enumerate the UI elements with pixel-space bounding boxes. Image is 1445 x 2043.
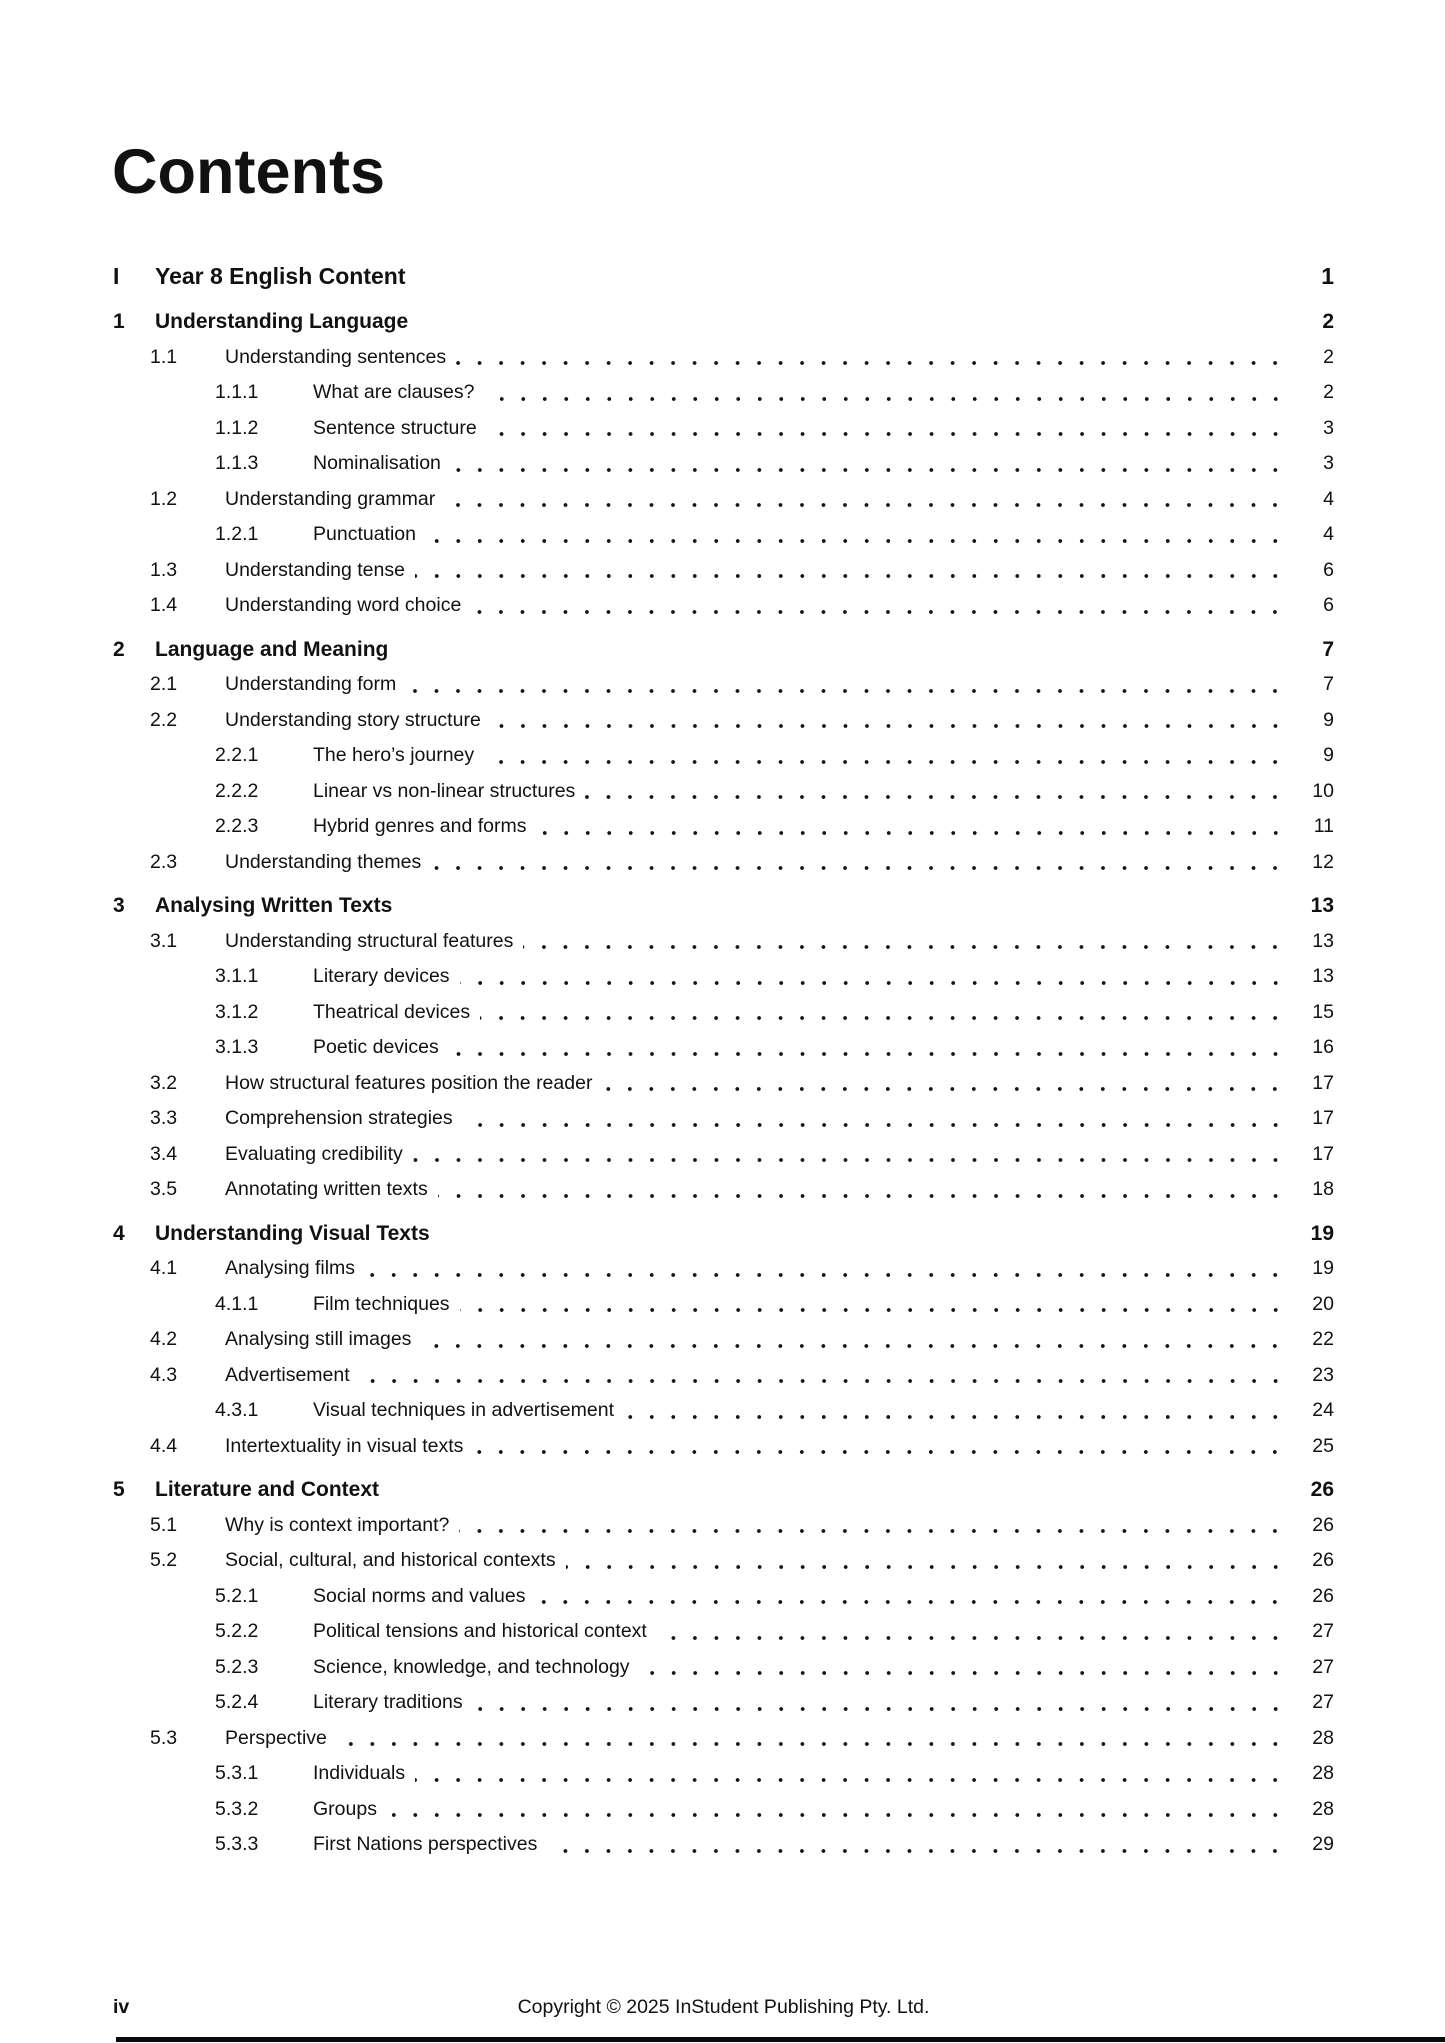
toc-entry-page: 25	[1312, 1434, 1334, 1457]
toc-entry-1.2.1[interactable]	[113, 517, 1334, 553]
toc-entry-1[interactable]	[113, 304, 1334, 340]
toc-entry-number: 1.1.2	[215, 416, 259, 439]
toc-entry-number: 5.3.3	[215, 1833, 259, 1855]
toc-entry-page: 29	[1312, 1833, 1334, 1855]
toc-entry-title: Understanding form	[225, 673, 397, 695]
toc-entry-3.1.3[interactable]	[113, 1030, 1334, 1066]
toc-entry-title: Evaluating credibility	[225, 1142, 403, 1165]
dot-leader	[473, 1685, 1290, 1721]
toc-entry-3.4[interactable]	[113, 1137, 1334, 1173]
toc-entry-title: Literary traditions	[313, 1691, 463, 1713]
toc-entry-page: 28	[1312, 1726, 1334, 1749]
toc-entry-number: 4.4	[150, 1434, 178, 1457]
toc-entry-title: How structural features position the reader	[225, 1071, 593, 1094]
toc-entry-number: 1.4	[150, 594, 178, 616]
toc-entry-number: 4.1.1	[215, 1292, 259, 1315]
toc-entry-title: Analysing still images	[225, 1328, 412, 1350]
dot-leader	[460, 1287, 1290, 1323]
dot-leader	[360, 1358, 1290, 1394]
dot-leader	[602, 1066, 1290, 1102]
toc-entry-5[interactable]	[113, 1472, 1334, 1508]
toc-entry-title: Individuals	[313, 1762, 406, 1784]
toc-entry-title: Understanding grammar	[225, 487, 436, 510]
toc-entry-page: 2	[1323, 345, 1334, 368]
dot-leader	[413, 1137, 1290, 1173]
toc-entry-page: 13	[1312, 965, 1334, 987]
toc-entry-title: Film techniques	[313, 1292, 450, 1315]
toc-entry-number: 1.1	[150, 345, 178, 368]
toc-entry-number: 5	[113, 1478, 125, 1501]
toc-entry-page: 18	[1312, 1178, 1334, 1200]
toc-entry-page: 26	[1312, 1584, 1334, 1607]
toc-entry-page: 26	[1310, 1478, 1334, 1501]
toc-entry-page: 26	[1312, 1549, 1334, 1571]
toc-entry-number: 5.3	[150, 1726, 178, 1749]
toc-entry-3.1.2[interactable]	[113, 995, 1334, 1031]
dot-leader	[487, 411, 1290, 447]
toc-entry-5.2.4[interactable]	[113, 1685, 1334, 1721]
toc-entry-title: Literature and Context	[155, 1478, 380, 1501]
toc-entry-number: 3.3	[150, 1107, 178, 1129]
toc-entry-number: 1.2	[150, 487, 178, 510]
toc-entry-2.3[interactable]	[113, 845, 1334, 881]
toc-entry-1.1.1[interactable]	[113, 375, 1334, 411]
toc-entry-title: Social, cultural, and historical contexts	[225, 1549, 556, 1571]
toc-entry-number: 4.3	[150, 1363, 178, 1386]
dot-leader	[445, 482, 1290, 518]
dot-leader	[426, 517, 1290, 553]
toc-entry-number: 4.2	[150, 1328, 178, 1350]
toc-entry-2.2.2[interactable]	[113, 774, 1334, 810]
toc-entry-number: 5.1	[150, 1513, 178, 1536]
toc-entry-4.1.1[interactable]	[113, 1287, 1334, 1323]
toc-entry-3.1[interactable]	[113, 924, 1334, 960]
toc-entry-page: 24	[1312, 1399, 1334, 1421]
toc-entry-title: Understanding themes	[225, 850, 422, 873]
toc-entry-number: 5.2.4	[215, 1691, 259, 1713]
toc-entry-page: 17	[1312, 1071, 1334, 1094]
dot-leader	[471, 588, 1290, 624]
toc-entry-title: Annotating written texts	[225, 1178, 428, 1200]
toc-entry-number: 1.3	[150, 558, 178, 581]
toc-entry-title: Perspective	[225, 1726, 327, 1749]
toc-entry-5.1[interactable]	[113, 1508, 1334, 1544]
toc-entry-number: 4	[113, 1221, 125, 1245]
toc-entry-page: 12	[1312, 850, 1334, 873]
dot-leader	[387, 1792, 1290, 1828]
toc-entry-page: 19	[1310, 1221, 1334, 1245]
toc-entry-title: Poetic devices	[313, 1036, 439, 1058]
page-footer	[113, 1995, 1334, 2019]
toc-entry-page: 6	[1323, 558, 1334, 581]
toc-entry-number: 1	[113, 310, 125, 333]
toc-entry-title: Science, knowledge, and technology	[313, 1655, 630, 1678]
toc-entry-title: Understanding tense	[225, 558, 405, 581]
toc-entry-page: 17	[1312, 1107, 1334, 1129]
toc-entry-4[interactable]	[113, 1216, 1334, 1252]
dot-leader	[449, 1030, 1290, 1066]
toc-entry-title: Linear vs non-linear structures	[313, 779, 576, 802]
toc-entry-title: Understanding word choice	[225, 594, 462, 616]
toc-entry-number: 2.1	[150, 673, 178, 695]
toc-entry-3[interactable]	[113, 888, 1334, 924]
dot-leader	[459, 1508, 1290, 1544]
dot-leader	[402, 888, 1290, 924]
toc-entry-page: 7	[1322, 637, 1334, 661]
toc-entry-1.1.2[interactable]	[113, 411, 1334, 447]
toc-entry-title: Understanding story structure	[225, 708, 481, 731]
toc-entry-page: 9	[1323, 708, 1334, 731]
toc-entry-page: 22	[1312, 1328, 1334, 1350]
toc-entry-3.3[interactable]	[113, 1101, 1334, 1137]
toc-entry-number: 3.1.3	[215, 1036, 259, 1058]
dot-leader	[456, 340, 1290, 376]
page-bottom-edge	[116, 2037, 1445, 2042]
toc-entry-page: 19	[1312, 1257, 1334, 1279]
toc-entry-title: Nominalisation	[313, 452, 441, 474]
toc-entry-2.1[interactable]	[113, 667, 1334, 703]
toc-entry-title: Sentence structure	[313, 416, 477, 439]
toc-entry-page: 4	[1323, 487, 1334, 510]
toc-entry-I[interactable]	[113, 256, 1334, 296]
toc-entry-1.1.3[interactable]	[113, 446, 1334, 482]
toc-entry-title: Analysing Written Texts	[155, 894, 393, 917]
toc-entry-page: 16	[1312, 1036, 1334, 1058]
toc-entry-title: Visual techniques in advertisement	[313, 1399, 614, 1421]
toc-entry-5.2.1[interactable]	[113, 1579, 1334, 1615]
toc-entry-page: 15	[1312, 1000, 1334, 1023]
toc-entry-page: 13	[1310, 894, 1334, 917]
toc-entry-number: I	[113, 263, 120, 289]
dot-leader	[415, 1756, 1290, 1792]
dot-leader	[547, 1827, 1290, 1863]
toc-entry-title: Intertextuality in visual texts	[225, 1434, 464, 1457]
toc-entry-4.2[interactable]	[113, 1322, 1334, 1358]
toc-entry-number: 1.2.1	[215, 523, 259, 545]
toc-entry-number: 3.4	[150, 1142, 178, 1165]
toc-entry-4.3.1[interactable]	[113, 1393, 1334, 1429]
toc-entry-number: 3	[113, 894, 125, 917]
dot-leader	[480, 995, 1290, 1031]
dot-leader	[431, 845, 1290, 881]
toc-entry-5.2[interactable]	[113, 1543, 1334, 1579]
toc-entry-number: 2.2	[150, 708, 178, 731]
toc-entry-page: 27	[1312, 1691, 1334, 1713]
dot-leader	[657, 1614, 1290, 1650]
toc-entry-number: 2.3	[150, 850, 178, 873]
toc-entry-page: 27	[1312, 1620, 1334, 1642]
dot-leader	[460, 959, 1290, 995]
dot-leader	[451, 446, 1290, 482]
dot-leader	[585, 774, 1290, 810]
toc-entry-page: 28	[1312, 1797, 1334, 1820]
dot-leader	[484, 738, 1290, 774]
toc-entry-5.2.2[interactable]	[113, 1614, 1334, 1650]
toc-entry-number: 1.1.1	[215, 381, 259, 403]
toc-entry-page: 3	[1323, 452, 1334, 474]
toc-entry-5.3[interactable]	[113, 1721, 1334, 1757]
toc-entry-title: Understanding Language	[155, 310, 409, 333]
toc-entry-number: 2	[113, 637, 125, 661]
toc-entry-page: 6	[1323, 594, 1334, 616]
toc-entry-3.5[interactable]	[113, 1172, 1334, 1208]
toc-entry-2.2.1[interactable]	[113, 738, 1334, 774]
toc-entry-page: 13	[1312, 929, 1334, 952]
toc-entry-3.1.1[interactable]	[113, 959, 1334, 995]
table-of-contents	[113, 256, 1334, 1863]
toc-entry-2.2[interactable]	[113, 703, 1334, 739]
toc-entry-number: 2.2.1	[215, 744, 259, 766]
toc-entry-title: Comprehension strategies	[225, 1107, 453, 1129]
toc-entry-number: 3.1.2	[215, 1000, 259, 1023]
toc-entry-title: Understanding Visual Texts	[155, 1221, 430, 1245]
toc-entry-title: Understanding structural features	[225, 929, 514, 952]
dot-leader	[438, 1172, 1290, 1208]
toc-entry-number: 5.3.1	[215, 1762, 259, 1784]
dot-leader	[398, 632, 1290, 668]
toc-entry-2.2.3[interactable]	[113, 809, 1334, 845]
toc-entry-3.2[interactable]	[113, 1066, 1334, 1102]
toc-entry-number: 2.2.3	[215, 815, 259, 837]
toc-entry-number: 3.1.1	[215, 965, 259, 987]
toc-entry-page: 23	[1312, 1363, 1334, 1386]
toc-entry-title: Groups	[313, 1797, 377, 1820]
toc-entry-number: 3.5	[150, 1178, 178, 1200]
toc-entry-title: Understanding sentences	[225, 345, 447, 368]
toc-entry-number: 5.2.1	[215, 1584, 259, 1607]
dot-leader	[406, 667, 1290, 703]
toc-entry-page: 27	[1312, 1655, 1334, 1678]
dot-leader	[421, 1322, 1290, 1358]
toc-entry-title: The hero’s journey	[313, 744, 475, 766]
toc-entry-title: Hybrid genres and forms	[313, 815, 527, 837]
toc-entry-title: Advertisement	[225, 1363, 350, 1386]
page-title: Contents	[112, 137, 385, 207]
toc-entry-title: Language and Meaning	[155, 637, 389, 661]
toc-entry-1.3[interactable]	[113, 553, 1334, 589]
dot-leader	[463, 1101, 1290, 1137]
dot-leader	[640, 1650, 1290, 1686]
copyright-text: Copyright © 2025 InStudent Publishing Pty. Ltd.	[517, 1996, 930, 2018]
dot-leader	[473, 1429, 1290, 1465]
toc-entry-number: 2.2.2	[215, 779, 259, 802]
toc-entry-title: Theatrical devices	[313, 1000, 471, 1023]
toc-entry-title: Punctuation	[313, 523, 416, 545]
dot-leader	[624, 1393, 1290, 1429]
dot-leader	[416, 256, 1291, 296]
dot-leader	[418, 304, 1290, 340]
toc-entry-4.4[interactable]	[113, 1429, 1334, 1465]
toc-entry-title: Literary devices	[313, 965, 450, 987]
toc-entry-title: Year 8 English Content	[155, 263, 406, 289]
dot-leader	[566, 1543, 1290, 1579]
dot-leader	[337, 1721, 1290, 1757]
dot-leader	[535, 1579, 1290, 1615]
toc-entry-title: Social norms and values	[313, 1584, 526, 1607]
toc-entry-number: 5.2.2	[215, 1620, 259, 1642]
toc-entry-title: Why is context important?	[225, 1513, 450, 1536]
dot-leader	[365, 1251, 1290, 1287]
dot-leader	[537, 809, 1290, 845]
toc-entry-page: 4	[1323, 523, 1334, 545]
toc-entry-number: 5.3.2	[215, 1797, 259, 1820]
toc-entry-page: 2	[1322, 310, 1334, 333]
toc-entry-number: 5.2.3	[215, 1655, 259, 1678]
dot-leader	[485, 375, 1291, 411]
toc-entry-number: 4.1	[150, 1257, 178, 1279]
toc-entry-number: 4.3.1	[215, 1399, 259, 1421]
dot-leader	[523, 924, 1290, 960]
toc-entry-page: 7	[1323, 673, 1334, 695]
dot-leader	[440, 1216, 1290, 1252]
toc-entry-page: 9	[1323, 744, 1334, 766]
toc-entry-title: Political tensions and historical context	[313, 1620, 647, 1642]
folio-page-number: iv	[113, 1996, 130, 2018]
toc-entry-title: What are clauses?	[313, 381, 475, 403]
toc-entry-title: First Nations perspectives	[313, 1833, 538, 1855]
toc-entry-title: Analysing films	[225, 1257, 356, 1279]
toc-entry-5.3.1[interactable]	[113, 1756, 1334, 1792]
toc-entry-4.1[interactable]	[113, 1251, 1334, 1287]
toc-entry-4.3[interactable]	[113, 1358, 1334, 1394]
toc-entry-page: 1	[1321, 263, 1334, 289]
toc-entry-page: 20	[1312, 1292, 1334, 1315]
toc-entry-page: 17	[1312, 1142, 1334, 1165]
toc-entry-2[interactable]	[113, 632, 1334, 668]
toc-entry-number: 3.2	[150, 1071, 178, 1094]
toc-entry-page: 3	[1323, 416, 1334, 439]
toc-entry-5.3.3[interactable]	[113, 1827, 1334, 1863]
toc-entry-1.4[interactable]	[113, 588, 1334, 624]
toc-entry-page: 28	[1312, 1762, 1334, 1784]
toc-entry-page: 2	[1323, 381, 1334, 403]
toc-entry-1.1[interactable]	[113, 340, 1334, 376]
toc-entry-page: 11	[1313, 815, 1334, 837]
toc-entry-number: 5.2	[150, 1549, 178, 1571]
toc-entry-5.3.2[interactable]	[113, 1792, 1334, 1828]
toc-entry-page: 10	[1312, 779, 1334, 802]
dot-leader	[389, 1472, 1290, 1508]
toc-entry-1.2[interactable]	[113, 482, 1334, 518]
toc-entry-number: 3.1	[150, 929, 178, 952]
toc-entry-page: 26	[1312, 1513, 1334, 1536]
dot-leader	[491, 703, 1290, 739]
toc-entry-5.2.3[interactable]	[113, 1650, 1334, 1686]
toc-entry-number: 1.1.3	[215, 452, 259, 474]
dot-leader	[415, 553, 1290, 589]
